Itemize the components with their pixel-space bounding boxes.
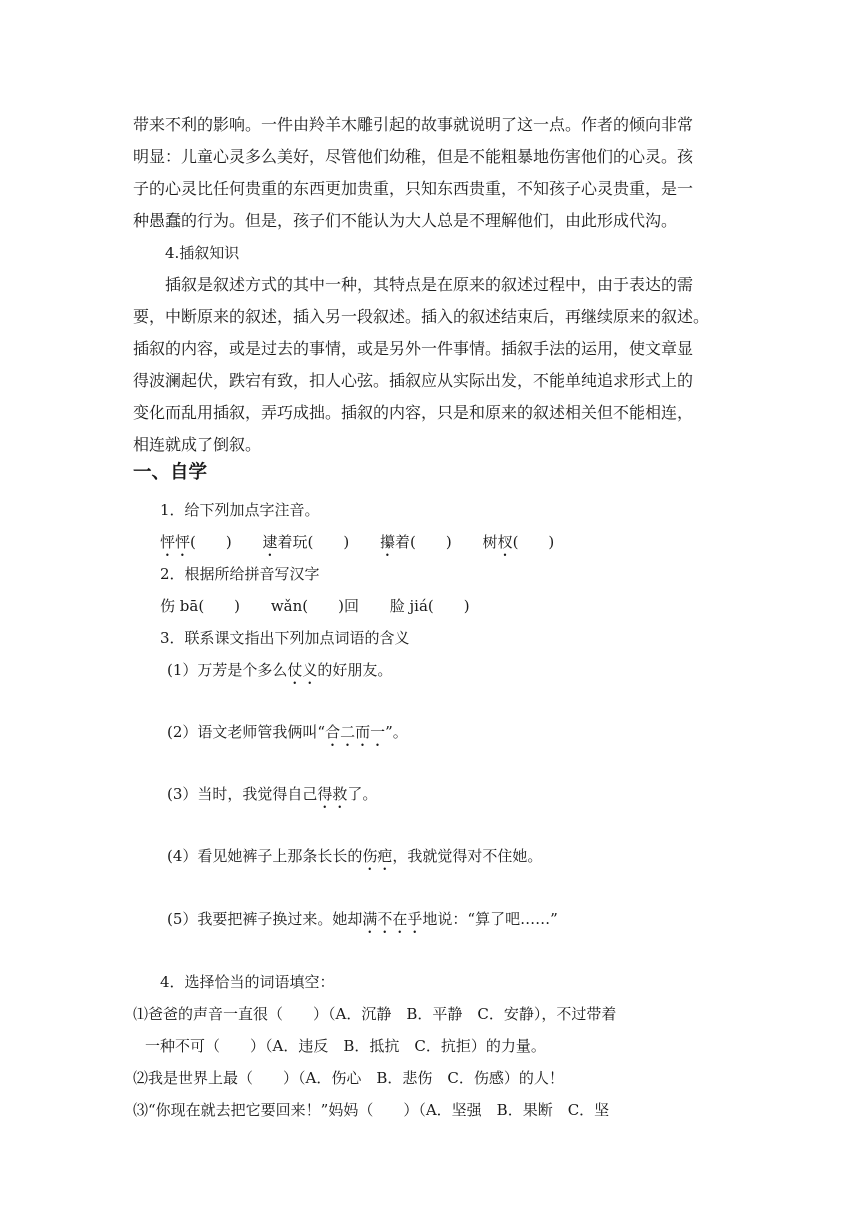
chaxu-line-5: 变化而乱用插叙，弄巧成拙。插叙的内容，只是和原来的叙述相关但不能相连， xyxy=(133,403,694,422)
background-line-3: 子的心灵比任何贵重的东西更加贵重，只知东西贵重，不知孩子心灵贵重，是一 xyxy=(133,179,694,198)
q1-items xyxy=(160,532,760,560)
background-line-2: 明显：儿童心灵多么美好，尽管他们幼稚，但是不能粗暴地伤害他们的心灵。孩 xyxy=(133,147,694,166)
q3-item-5: (5）我要把裤子换过来。她却满不在乎地说：“算了吧……” xyxy=(167,910,558,928)
q3-item-1: (1）万芳是个多么仗义的好朋友。 xyxy=(167,661,393,679)
q2-title: 2．根据所给拼音写汉字 xyxy=(160,565,320,583)
q1-item-c: 攥着( ) xyxy=(380,533,452,551)
chaxu-line-1: 插叙是叙述方式的其中一种，其特点是在原来的叙述过程中，由于表达的需 xyxy=(165,275,694,294)
q1-item-a: 怦怦( ) xyxy=(160,533,232,551)
section-heading: 一、自学 xyxy=(133,462,208,483)
q2-item-c: 脸 jiá( ) xyxy=(389,597,470,615)
background-line-1: 带来不利的影响。一件由羚羊木雕引起的故事就说明了这一点。作者的倾向非常 xyxy=(133,115,694,134)
chaxu-line-3: 插叙的内容，或是过去的事情，或是另外一件事情。插叙手法的运用，使文章显 xyxy=(133,339,694,358)
chaxu-line-6: 相连就成了倒叙。 xyxy=(133,435,262,454)
q4-sentence-1b: 一种不可（ ）（A．违反 B．抵抗 C．抗拒）的力量。 xyxy=(145,1037,546,1055)
q2-items xyxy=(160,596,760,616)
q3-item-3: (3）当时，我觉得自己得救了。 xyxy=(167,785,378,803)
chaxu-title: 4.插叙知识 xyxy=(165,244,240,262)
q4-sentence-1a: ⑴爸爸的声音一直很（ ）（A．沉静 B．平静 C．安静），不过带着 xyxy=(133,1005,617,1023)
q4-sentence-2: ⑵我是世界上最（ ）（A．伤心 B．悲伤 C．伤感）的人！ xyxy=(133,1069,564,1087)
q4-sentence-3: ⑶“你现在就去把它要回来！”妈妈（ ）（A．坚强 B．果断 C．坚 xyxy=(133,1101,610,1119)
q2-item-b: wǎn( )回 xyxy=(270,597,359,615)
q3-title: 3．联系课文指出下列加点词语的含义 xyxy=(160,629,410,647)
q1-item-d: 树杈( ) xyxy=(482,533,555,551)
q2-item-a: 伤 bā( ) xyxy=(160,597,241,615)
background-line-4: 种愚蠢的行为。但是，孩子们不能认为大人总是不理解他们，由此形成代沟。 xyxy=(133,211,678,230)
q1-title: 1．给下列加点字注音。 xyxy=(160,501,320,519)
chaxu-line-2: 要，中断原来的叙述，插入另一段叙述。插入的叙述结束后，再继续原来的叙述。 xyxy=(133,307,710,326)
q1-item-b: 逮着玩( ) xyxy=(262,533,350,551)
q3-item-2: (2）语文老师管我俩叫“合二而一”。 xyxy=(167,723,408,741)
q3-item-4: (4）看见她裤子上那条长长的伤疤，我就觉得对不住她。 xyxy=(167,847,543,865)
q4-title: 4．选择恰当的词语填空： xyxy=(160,973,335,991)
chaxu-line-4: 得波澜起伏，跌宕有致，扣人心弦。插叙应从实际出发，不能单纯追求形式上的 xyxy=(133,371,694,390)
